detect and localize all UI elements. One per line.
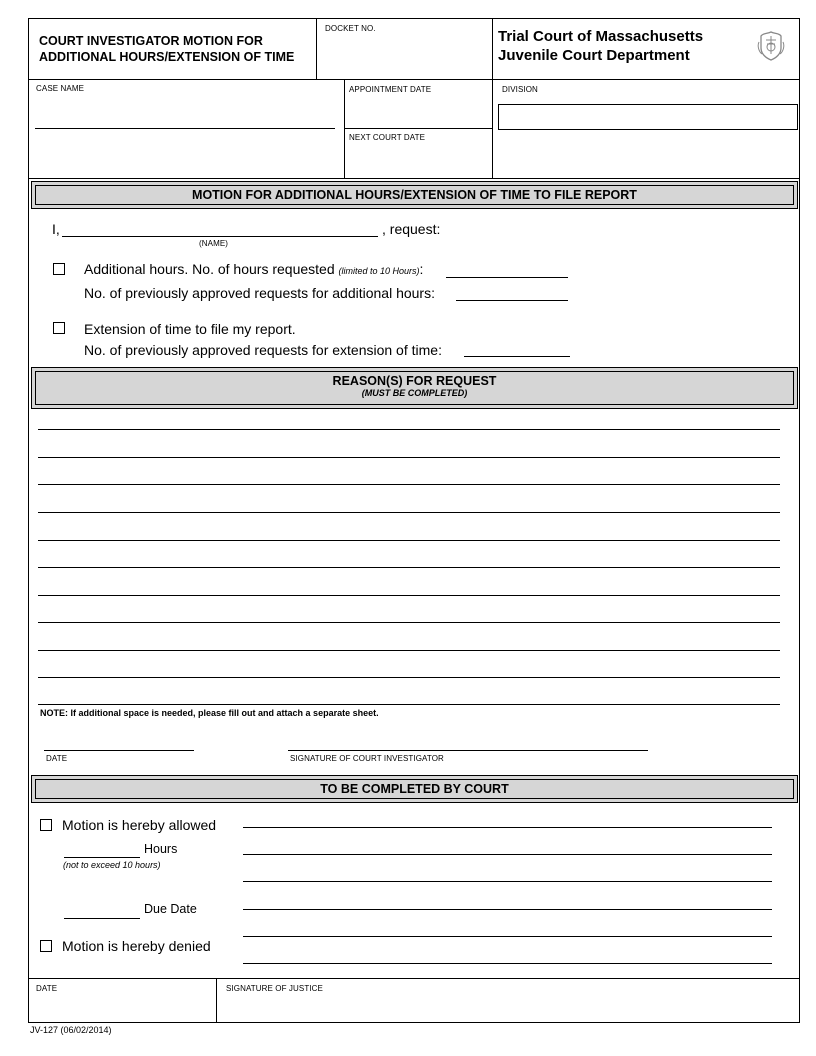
hours-note: (not to exceed 10 hours) (63, 860, 161, 870)
hours-label: Hours (144, 842, 178, 856)
court-findings-line[interactable] (243, 854, 772, 855)
prev-extension-text: No. of previously approved requests for extension of time: (84, 342, 442, 358)
investigator-signature-label: SIGNATURE OF COURT INVESTIGATOR (290, 754, 444, 763)
court-findings-line[interactable] (243, 881, 772, 882)
court-name-line1: Trial Court of Massachusetts (498, 28, 704, 45)
appointment-date-field[interactable] (344, 128, 492, 129)
prev-hours-text: No. of previously approved requests for additional hours: (84, 285, 435, 301)
motion-denied-label: Motion is hereby denied (62, 938, 211, 954)
reasons-section-title: REASON(S) FOR REQUEST (332, 374, 497, 388)
justice-date-label: DATE (36, 984, 58, 993)
court-section-header (31, 775, 798, 803)
reason-line[interactable] (38, 567, 780, 568)
divider (316, 18, 317, 79)
additional-hours-row (84, 261, 423, 277)
massachusetts-seal-icon (757, 30, 785, 62)
court-name (498, 27, 703, 65)
colon: : (419, 261, 424, 277)
reasons-section-subtitle: (MUST BE COMPLETED) (361, 388, 468, 398)
form-code: JV-127 (06/02/2014) (30, 1025, 112, 1035)
motion-allowed-checkbox[interactable] (40, 819, 52, 831)
divider (28, 178, 800, 179)
court-section-title: TO BE COMPLETED BY COURT (320, 782, 509, 796)
name-field[interactable] (62, 236, 378, 237)
due-date-label: Due Date (144, 902, 197, 916)
appointment-date-label: APPOINTMENT DATE (349, 85, 432, 94)
reason-line[interactable] (38, 484, 780, 485)
additional-hours-text: Additional hours. No. of hours requested (84, 261, 339, 277)
due-date-field[interactable] (64, 918, 140, 919)
motion-section-title: MOTION FOR ADDITIONAL HOURS/EXTENSION OF TIME TO FILE REPORT (192, 188, 637, 202)
form-title (39, 33, 294, 65)
reason-line[interactable] (38, 429, 780, 430)
extension-text: Extension of time to file my report. (84, 321, 296, 337)
division-label: DIVISION (502, 85, 538, 94)
motion-section-header (31, 181, 798, 209)
reason-line[interactable] (38, 595, 780, 596)
request-suffix: , request: (382, 221, 441, 237)
reason-line[interactable] (38, 704, 780, 705)
form-title-line1: COURT INVESTIGATOR MOTION FOR (39, 34, 263, 48)
reasons-section-header (31, 367, 798, 409)
reason-line[interactable] (38, 622, 780, 623)
prev-extension-field[interactable] (464, 356, 570, 357)
prev-hours-field[interactable] (456, 300, 568, 301)
reason-line[interactable] (38, 650, 780, 651)
divider (28, 79, 800, 80)
case-name-label: CASE NAME (36, 84, 85, 93)
form-frame (28, 18, 800, 1023)
motion-denied-checkbox[interactable] (40, 940, 52, 952)
limit-note: (limited to 10 Hours) (338, 266, 420, 276)
form-title-line2: ADDITIONAL HOURS/EXTENSION OF TIME (39, 50, 295, 64)
additional-hours-checkbox[interactable] (53, 263, 65, 275)
next-court-date-label: NEXT COURT DATE (349, 133, 426, 142)
court-findings-line[interactable] (243, 963, 772, 964)
extension-checkbox[interactable] (53, 322, 65, 334)
division-field[interactable] (498, 104, 798, 130)
court-name-line2: Juvenile Court Department (498, 47, 690, 64)
divider (216, 978, 217, 1023)
reason-line[interactable] (38, 457, 780, 458)
divider (492, 18, 493, 178)
reason-line[interactable] (38, 540, 780, 541)
justice-signature-label: SIGNATURE OF JUSTICE (226, 984, 323, 993)
motion-allowed-label: Motion is hereby allowed (62, 817, 217, 833)
investigator-date-label: DATE (46, 754, 68, 763)
court-findings-line[interactable] (243, 909, 772, 910)
reason-line[interactable] (38, 512, 780, 513)
court-findings-line[interactable] (243, 936, 772, 937)
court-findings-line[interactable] (243, 827, 772, 828)
hours-requested-field[interactable] (446, 277, 568, 278)
reason-line[interactable] (38, 677, 780, 678)
investigator-date-field[interactable] (44, 750, 194, 751)
docket-label: DOCKET NO. (325, 24, 376, 33)
i-prefix: I, (52, 221, 60, 237)
hours-allowed-field[interactable] (64, 857, 140, 858)
case-name-field[interactable] (35, 128, 335, 129)
space-note: NOTE: If additional space is needed, please fill out and attach a separate sheet. (40, 708, 379, 718)
name-caption: (NAME) (199, 239, 229, 248)
divider (28, 978, 800, 979)
investigator-signature-field[interactable] (288, 750, 648, 751)
